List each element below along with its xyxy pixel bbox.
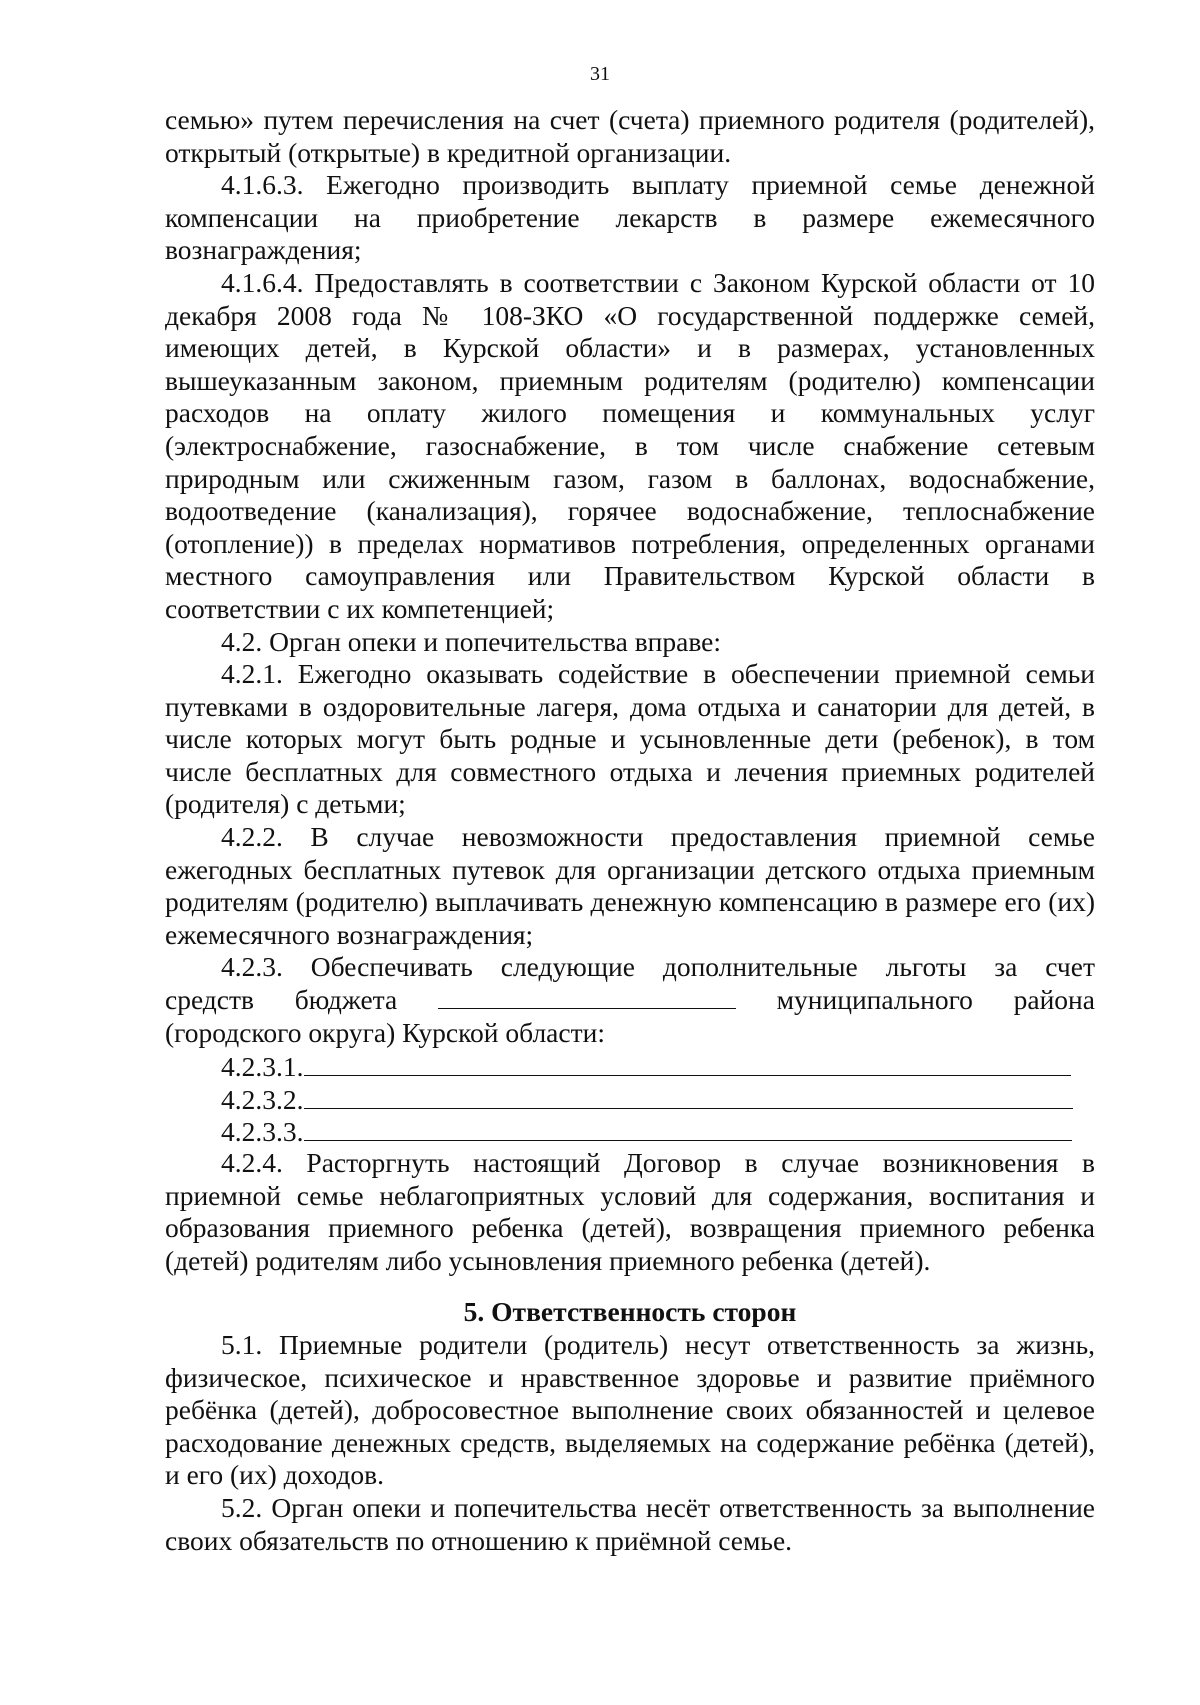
benefit-blank-line bbox=[304, 1114, 1072, 1141]
paragraph-4-2-3-line-1: 4.2.3. Обеспечивать следующие дополнительные льготы за счет bbox=[221, 951, 1095, 983]
benefit-blank-line bbox=[304, 1082, 1073, 1109]
section-5-heading: 5. Ответственность сторон bbox=[463, 1296, 797, 1328]
paragraph-continuation: семью» путем перечисления на счет (счета) приемного родителя (родителей), открытый (открытые) в кредитной организации. bbox=[165, 104, 1095, 168]
document-body bbox=[165, 104, 1095, 1557]
paragraph-5-1: 5.1. Приемные родители (родитель) несут ответственность за жизнь, физическое, психическое и нравственное здоровье и развитие приёмного ребёнка (детей), добросовестное выполнение своих обязанностей и целевое расходование денежных средств, выделяемых на содержание ребёнка (детей), и его (их) доходов. bbox=[165, 1328, 1095, 1491]
paragraph-5-2: 5.2. Орган опеки и попечительства несёт ответственность за выполнение своих обязательств по отношению к приёмной семье. bbox=[165, 1491, 1095, 1556]
paragraph-4-1-6-3: 4.1.6.3. Ежегодно производить выплату приемной семье денежной компенсации на приобретение лекарств в размере ежемесячного вознаграждения; bbox=[165, 169, 1095, 266]
municipality-blank-line bbox=[438, 984, 736, 1009]
benefit-blank-line bbox=[304, 1049, 1071, 1076]
paragraph-4-2-3-line-3: (городского округа) Курской области: bbox=[165, 1016, 605, 1048]
page-number: 31 bbox=[590, 63, 610, 85]
benefit-item-number: 4.2.3.3. bbox=[221, 1116, 304, 1148]
budget-line bbox=[165, 984, 1095, 1017]
budget-word-district: района bbox=[1013, 984, 1095, 1016]
benefit-item-number: 4.2.3.2. bbox=[221, 1083, 304, 1115]
paragraph-4-2: 4.2. Орган опеки и попечительства вправе: bbox=[221, 625, 722, 657]
paragraph-4-1-6-4: 4.1.6.4. Предоставлять в соответствии с Законом Курской области от 10 декабря 2008 года № 108-ЗКО «О государственной поддержке семей, имеющих детей, в Курской области» и в размерах, установленных вышеуказанным законом, приемным родителям (родителю) компенсации расходов на оплату жилого помещения и коммунальных услуг (электроснабжение, газоснабжение, в том числе снабжение сетевым природным или сжиженным газом, газом в баллонах, водоснабжение, водоотведение (канализация), горячее водоснабжение, теплоснабжение (отопление)) в пределах нормативов потребления, определенных органами местного самоуправления или Правительством Курской области в соответствии с их компетенцией; bbox=[165, 266, 1095, 624]
benefit-item-4-2-3-1 bbox=[165, 1049, 1095, 1082]
budget-word-budget: бюджета bbox=[294, 984, 398, 1016]
benefit-item-number: 4.2.3.1. bbox=[221, 1051, 304, 1083]
paragraph-4-2-3 bbox=[165, 951, 1095, 1049]
paragraph-4-2-2: 4.2.2. В случае невозможности предоставления приемной семье ежегодных бесплатных путевок для организации детского отдыха приемным родителям (родителю) выплачивать денежную компенсацию в размере его (их) ежемесячного вознаграждения; bbox=[165, 821, 1095, 950]
benefit-item-4-2-3-2 bbox=[165, 1082, 1095, 1115]
budget-word-funds: средств bbox=[165, 984, 254, 1016]
paragraph-4-2-1: 4.2.1. Ежегодно оказывать содействие в обеспечении приемной семьи путевками в оздоровительные лагеря, дома отдыха и санатории для детей, в числе которых могут быть родные и усыновленные дети (ребенок), в том числе бесплатных для совместного отдыха и лечения приемных родителей (родителя) с детьми; bbox=[165, 658, 1095, 820]
budget-word-municipal: муниципального bbox=[776, 984, 973, 1016]
benefit-item-4-2-3-3 bbox=[165, 1114, 1095, 1147]
paragraph-4-2-4: 4.2.4. Расторгнуть настоящий Договор в случае возникновения в приемной семье неблагоприятных условий для содержания, воспитания и образования приемного ребенка (детей), возвращения приемного ребенка (детей) родителям либо усыновления приемного ребенка (детей). bbox=[165, 1147, 1095, 1276]
